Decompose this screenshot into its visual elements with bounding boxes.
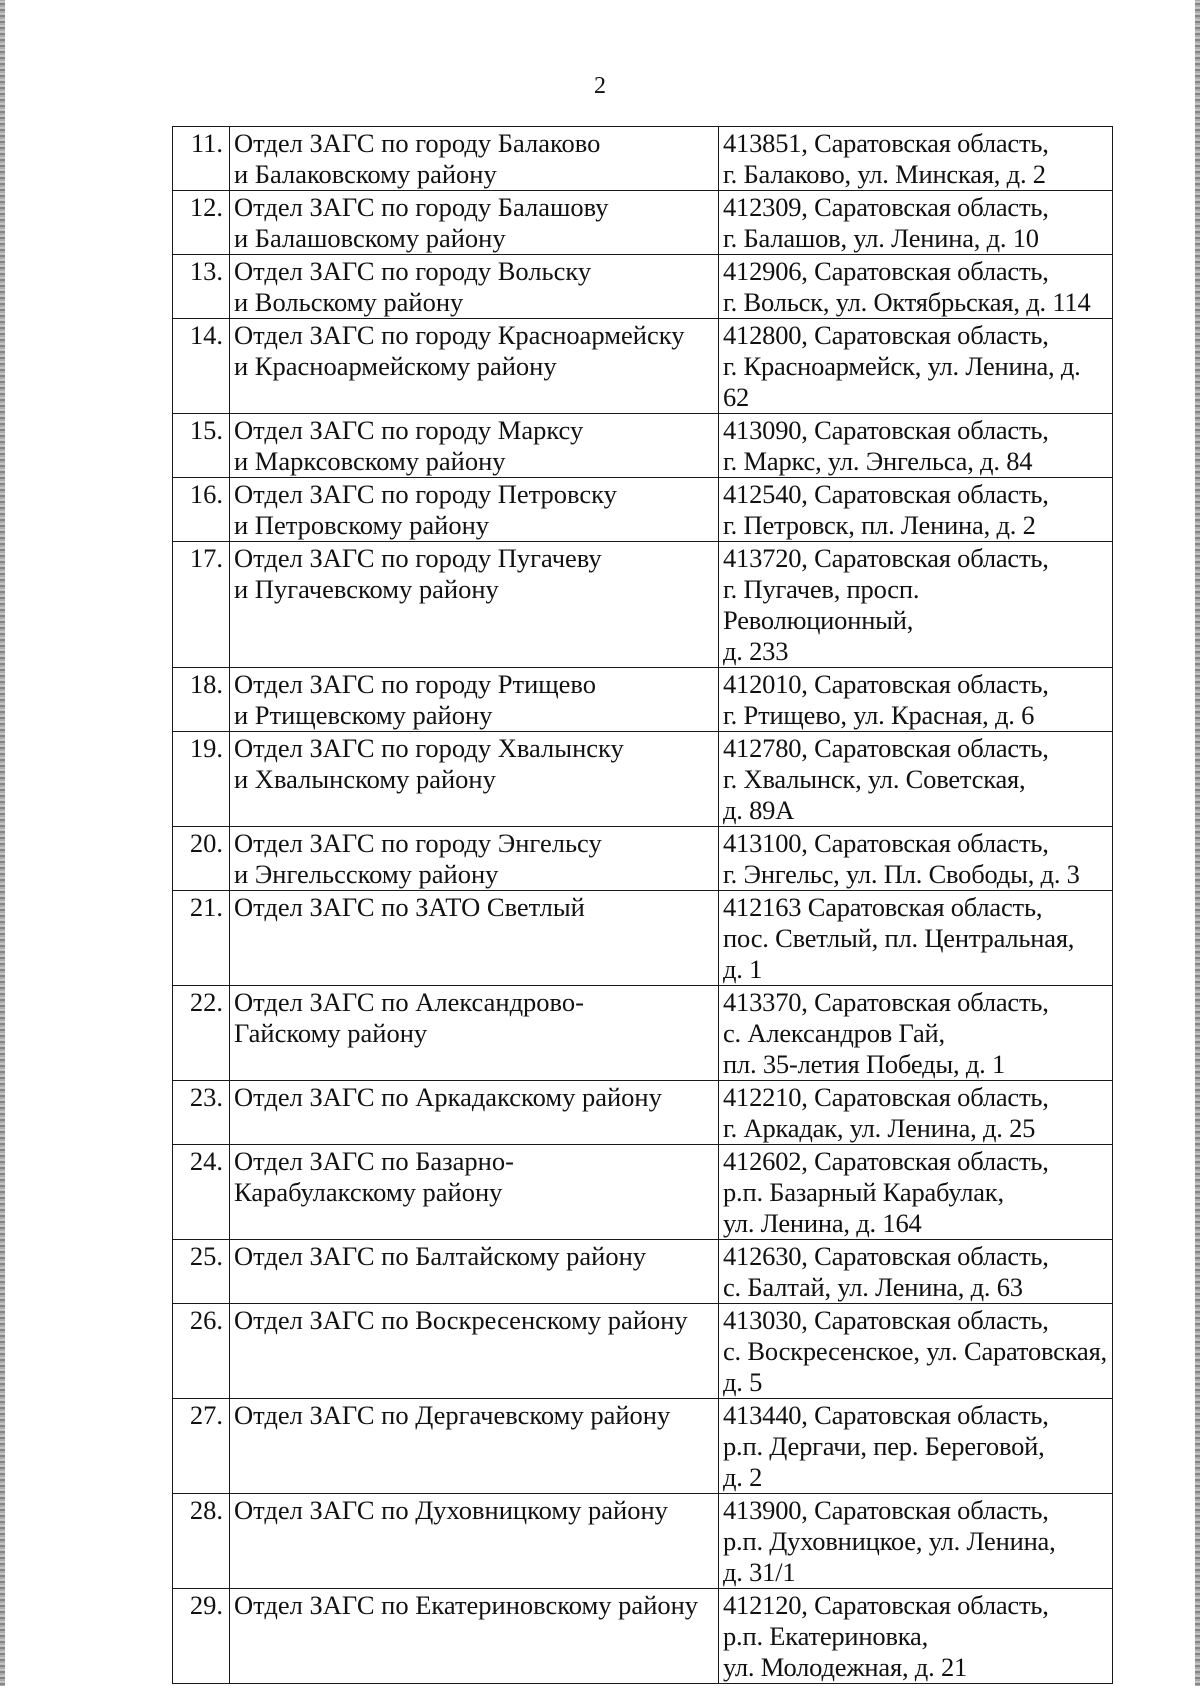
table-row bbox=[173, 127, 1113, 191]
scan-edge-right bbox=[1195, 0, 1200, 1686]
row-number: 19. bbox=[173, 732, 230, 827]
office-address: 412210, Саратовская область, г. Аркадак, ул. Ленина, д. 25 bbox=[719, 1081, 1113, 1145]
office-name: Отдел ЗАГС по городу Энгельсу и Энгельсскому району bbox=[230, 827, 719, 891]
office-address: 412602, Саратовская область, р.п. Базарный Карабулак, ул. Ленина, д. 164 bbox=[719, 1145, 1113, 1240]
office-address: 413100, Саратовская область, г. Энгельс, ул. Пл. Свободы, д. 3 bbox=[719, 827, 1113, 891]
registry-office-table-body bbox=[173, 127, 1113, 1684]
row-number: 14. bbox=[173, 319, 230, 414]
table-row bbox=[173, 1589, 1113, 1684]
table-row bbox=[173, 827, 1113, 891]
office-address: 413851, Саратовская область, г. Балаково, ул. Минская, д. 2 bbox=[719, 127, 1113, 191]
row-number: 29. bbox=[173, 1589, 230, 1684]
office-name: Отдел ЗАГС по городу Балашову и Балашовскому району bbox=[230, 191, 719, 255]
page-number: 2 bbox=[594, 73, 606, 99]
office-name: Отдел ЗАГС по городу Красноармейску и Красноармейскому району bbox=[230, 319, 719, 414]
office-name: Отдел ЗАГС по городу Петровску и Петровскому району bbox=[230, 478, 719, 542]
office-address: 412780, Саратовская область, г. Хвалынск, ул. Советская, д. 89А bbox=[719, 732, 1113, 827]
table-row bbox=[173, 191, 1113, 255]
scan-edge-left bbox=[0, 0, 5, 1686]
office-address: 412309, Саратовская область, г. Балашов, ул. Ленина, д. 10 bbox=[719, 191, 1113, 255]
table-row bbox=[173, 668, 1113, 732]
table-row bbox=[173, 478, 1113, 542]
row-number: 22. bbox=[173, 986, 230, 1081]
office-address: 413090, Саратовская область, г. Маркс, ул. Энгельса, д. 84 bbox=[719, 414, 1113, 478]
table-row bbox=[173, 1304, 1113, 1399]
table-row bbox=[173, 986, 1113, 1081]
office-name: Отдел ЗАГС по городу Марксу и Марксовскому району bbox=[230, 414, 719, 478]
table-row bbox=[173, 255, 1113, 319]
office-name: Отдел ЗАГС по городу Вольску и Вольскому району bbox=[230, 255, 719, 319]
row-number: 21. bbox=[173, 891, 230, 986]
row-number: 23. bbox=[173, 1081, 230, 1145]
row-number: 28. bbox=[173, 1494, 230, 1589]
office-address: 413900, Саратовская область, р.п. Духовницкое, ул. Ленина, д. 31/1 bbox=[719, 1494, 1113, 1589]
office-address: 412800, Саратовская область, г. Красноармейск, ул. Ленина, д. 62 bbox=[719, 319, 1113, 414]
table-row bbox=[173, 1240, 1113, 1304]
table-row bbox=[173, 542, 1113, 668]
office-address: 412120, Саратовская область, р.п. Екатериновка, ул. Молодежная, д. 21 bbox=[719, 1589, 1113, 1684]
office-name: Отдел ЗАГС по Балтайскому району bbox=[230, 1240, 719, 1304]
table-row bbox=[173, 1494, 1113, 1589]
row-number: 26. bbox=[173, 1304, 230, 1399]
table-row bbox=[173, 1145, 1113, 1240]
office-address: 413720, Саратовская область, г. Пугачев, просп. Революционный, д. 233 bbox=[719, 542, 1113, 668]
row-number: 18. bbox=[173, 668, 230, 732]
table-row bbox=[173, 732, 1113, 827]
office-address: 413370, Саратовская область, с. Александров Гай, пл. 35-летия Победы, д. 1 bbox=[719, 986, 1113, 1081]
row-number: 20. bbox=[173, 827, 230, 891]
office-name: Отдел ЗАГС по Екатериновскому району bbox=[230, 1589, 719, 1684]
office-name: Отдел ЗАГС по Воскресенскому району bbox=[230, 1304, 719, 1399]
row-number: 13. bbox=[173, 255, 230, 319]
table-row bbox=[173, 319, 1113, 414]
table-row bbox=[173, 1399, 1113, 1494]
office-name: Отдел ЗАГС по Дергачевскому району bbox=[230, 1399, 719, 1494]
row-number: 24. bbox=[173, 1145, 230, 1240]
office-address: 412630, Саратовская область, с. Балтай, ул. Ленина, д. 63 bbox=[719, 1240, 1113, 1304]
office-address: 413440, Саратовская область, р.п. Дергачи, пер. Береговой, д. 2 bbox=[719, 1399, 1113, 1494]
row-number: 12. bbox=[173, 191, 230, 255]
office-name: Отдел ЗАГС по городу Хвалынску и Хвалынскому району bbox=[230, 732, 719, 827]
office-address: 412906, Саратовская область, г. Вольск, ул. Октябрьская, д. 114 bbox=[719, 255, 1113, 319]
office-name: Отдел ЗАГС по Базарно- Карабулакскому району bbox=[230, 1145, 719, 1240]
office-name: Отдел ЗАГС по Александрово- Гайскому району bbox=[230, 986, 719, 1081]
office-address: 412540, Саратовская область, г. Петровск, пл. Ленина, д. 2 bbox=[719, 478, 1113, 542]
row-number: 16. bbox=[173, 478, 230, 542]
office-address: 412163 Саратовская область, пос. Светлый, пл. Центральная, д. 1 bbox=[719, 891, 1113, 986]
office-name: Отдел ЗАГС по городу Ртищево и Ртищевскому району bbox=[230, 668, 719, 732]
office-address: 413030, Саратовская область, с. Воскресенское, ул. Саратовская, д. 5 bbox=[719, 1304, 1113, 1399]
registry-office-table bbox=[172, 126, 1113, 1684]
table-row bbox=[173, 1081, 1113, 1145]
office-address: 412010, Саратовская область, г. Ртищево, ул. Красная, д. 6 bbox=[719, 668, 1113, 732]
office-name: Отдел ЗАГС по Аркадакскому району bbox=[230, 1081, 719, 1145]
row-number: 15. bbox=[173, 414, 230, 478]
row-number: 27. bbox=[173, 1399, 230, 1494]
office-name: Отдел ЗАГС по городу Пугачеву и Пугачевскому району bbox=[230, 542, 719, 668]
row-number: 25. bbox=[173, 1240, 230, 1304]
table-row bbox=[173, 414, 1113, 478]
row-number: 11. bbox=[173, 127, 230, 191]
office-name: Отдел ЗАГС по ЗАТО Светлый bbox=[230, 891, 719, 986]
office-name: Отдел ЗАГС по Духовницкому району bbox=[230, 1494, 719, 1589]
office-name: Отдел ЗАГС по городу Балаково и Балаковскому району bbox=[230, 127, 719, 191]
row-number: 17. bbox=[173, 542, 230, 668]
table-row bbox=[173, 891, 1113, 986]
